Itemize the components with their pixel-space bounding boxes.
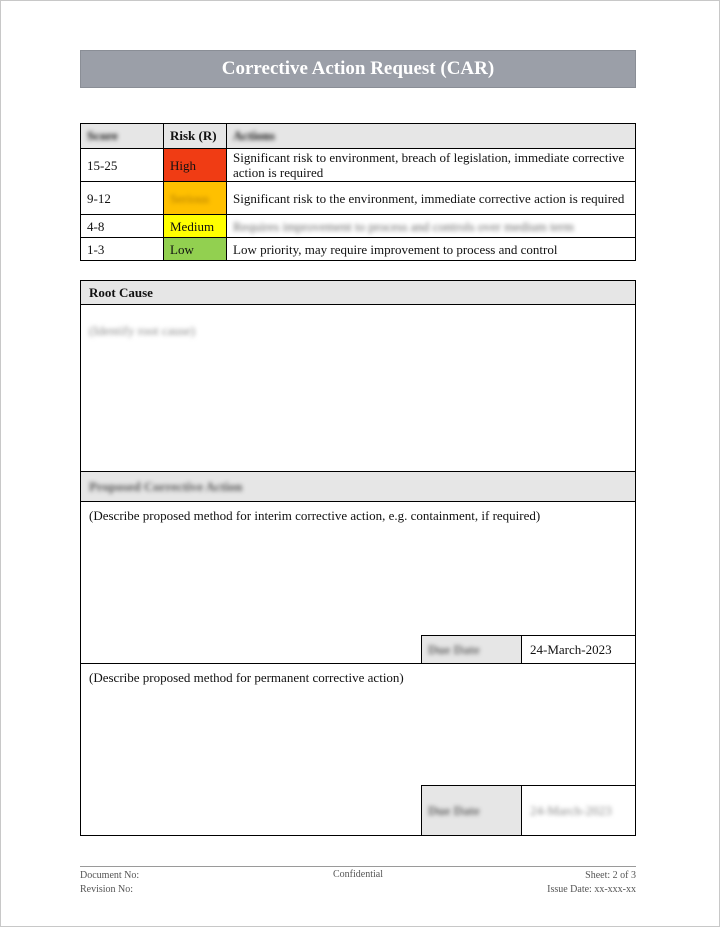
score-cell: 4-8 (81, 215, 164, 238)
permanent-due-value-text: 24-March-2023 (530, 803, 612, 818)
root-cause-placeholder (81, 305, 635, 345)
footer-document-no: Document No: (80, 870, 140, 881)
permanent-action-text: (Describe proposed method for permanent corrective action) (89, 670, 404, 685)
header-score (81, 124, 164, 149)
page-title: Corrective Action Request (CAR) (80, 50, 636, 88)
table-header-row (81, 124, 636, 149)
action-medium-text: Requires improvement to process and controls over medium term (233, 218, 574, 234)
footer-row-2 (80, 883, 636, 897)
risk-cell-serious (164, 182, 227, 215)
risk-table (80, 123, 636, 261)
interim-action-text: (Describe proposed method for interim corrective action, e.g. containment, if required) (89, 508, 541, 523)
footer-sheet: Sheet: 2 of 3 (585, 870, 636, 881)
risk-cell-medium: Medium (164, 215, 227, 238)
car-form (80, 280, 636, 836)
table-row (81, 149, 636, 182)
header-score-text: Score (87, 128, 118, 143)
footer-issue-date: Issue Date: xx-xxx-xx (547, 884, 636, 895)
footer-revision-no: Revision No: (80, 884, 134, 895)
proposed-action-heading-text: Proposed Corrective Action (89, 479, 243, 494)
score-cell: 1-3 (81, 238, 164, 261)
score-cell: 15-25 (81, 149, 164, 182)
score-cell: 9-12 (81, 182, 164, 215)
permanent-due-value[interactable] (522, 786, 635, 835)
action-cell: Significant risk to environment, breach of legislation, immediate corrective action is required (227, 149, 636, 182)
permanent-due-label-text: Due Date (428, 803, 480, 818)
root-cause-heading: Root Cause (81, 281, 635, 305)
interim-action-area[interactable] (81, 502, 635, 664)
footer-confidential: Confidential (333, 869, 383, 880)
risk-cell-high: High (164, 149, 227, 182)
risk-cell-low: Low (164, 238, 227, 261)
permanent-due-row (421, 785, 635, 835)
permanent-due-label (422, 786, 522, 835)
permanent-action-area[interactable] (81, 664, 635, 835)
page-footer (80, 866, 636, 897)
action-cell (227, 215, 636, 238)
interim-due-label-text: Due Date (428, 642, 480, 657)
risk-serious-text: Serious (170, 190, 209, 206)
root-cause-area[interactable] (81, 305, 635, 472)
table-row (81, 238, 636, 261)
table-row (81, 215, 636, 238)
proposed-action-heading (81, 472, 635, 502)
interim-due-value[interactable]: 24-March-2023 (530, 642, 612, 657)
header-actions (227, 124, 636, 149)
action-cell: Low priority, may require improvement to process and control (227, 238, 636, 261)
interim-due-label (422, 636, 522, 663)
header-risk: Risk (R) (164, 124, 227, 149)
table-row (81, 182, 636, 215)
interim-due-row (421, 635, 635, 663)
action-cell: Significant risk to the environment, immediate corrective action is required (227, 182, 636, 215)
root-cause-placeholder-text: (Identify root cause) (89, 323, 196, 338)
header-actions-text: Actions (233, 128, 275, 143)
